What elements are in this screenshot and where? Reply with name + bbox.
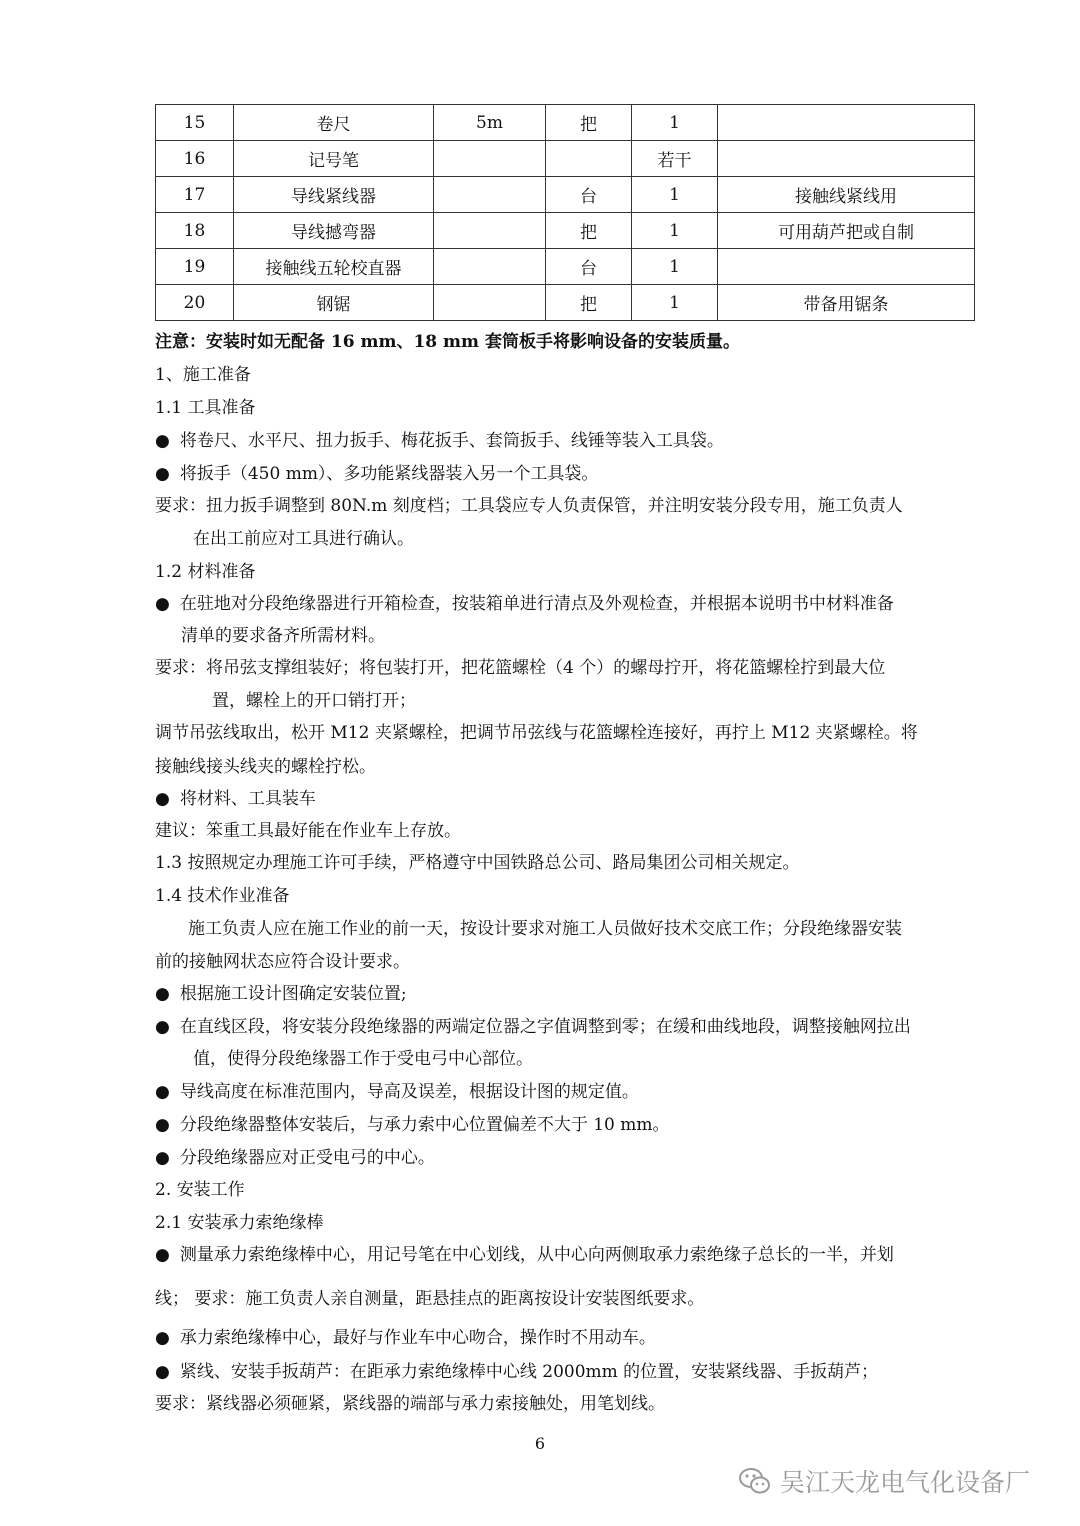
bullet-item: ● 将材料、工具装车: [155, 788, 316, 810]
table-cell: 带备用锯条: [718, 285, 975, 321]
watermark: [738, 1461, 1030, 1501]
paragraph-text: 调节吊弦线取出，松开 M12 夹紧螺栓，把调节吊弦线与花篮螺栓连接好，再拧上 M12 夹紧螺栓。将: [155, 723, 918, 743]
table-cell: 17: [156, 177, 234, 213]
requirement-text: 要求：将吊弦支撑组装好；将包装打开，把花篮螺栓（4 个）的螺母拧开，将花篮螺栓拧到最大位: [155, 658, 886, 678]
table-row: [156, 249, 975, 285]
bullet-continuation: 清单的要求备齐所需材料。: [181, 626, 385, 646]
bullet-item: ● 测量承力索绝缘棒中心，用记号笔在中心划线，从中心向两侧取承力索绝缘子总长的一半，并划: [155, 1244, 894, 1266]
table-cell: 1: [632, 177, 718, 213]
subsection-heading: 2.1 安装承力索绝缘棒: [155, 1213, 324, 1233]
table-cell: [434, 213, 546, 249]
table-row: [156, 141, 975, 177]
table-cell: 接触线五轮校直器: [234, 249, 434, 285]
page-number: 6: [534, 1434, 546, 1453]
table-cell: 台: [546, 249, 632, 285]
table-cell: 1: [632, 285, 718, 321]
table-cell: [434, 285, 546, 321]
bullet-item: ● 将卷尺、水平尺、扭力扳手、梅花扳手、套筒扳手、线锤等装入工具袋。: [155, 430, 724, 452]
section-heading: 1、施工准备: [155, 365, 251, 385]
table-cell: [434, 141, 546, 177]
bullet-item: ● 紧线、安装手扳葫芦：在距承力索绝缘棒中心线 2000mm 的位置，安装紧线器、手扳葫芦；: [155, 1361, 878, 1383]
table-cell: [718, 105, 975, 141]
table-row: [156, 177, 975, 213]
table-cell: 把: [546, 285, 632, 321]
table-cell: 若干: [632, 141, 718, 177]
table-cell: [434, 177, 546, 213]
table-cell: 5m: [434, 105, 546, 141]
table-cell: 导线紧线器: [234, 177, 434, 213]
table-cell: 钢锯: [234, 285, 434, 321]
table-cell: 15: [156, 105, 234, 141]
bullet-item: ● 分段绝缘器应对正受电弓的中心。: [155, 1147, 435, 1169]
table-cell: 1: [632, 249, 718, 285]
tools-table: [155, 104, 975, 321]
subsection-heading: 1.2 材料准备: [155, 562, 256, 582]
table-cell: [718, 249, 975, 285]
bullet-item: ● 将扳手（450 mm）、多功能紧线器装入另一个工具袋。: [155, 463, 598, 485]
bullet-continuation: 值，使得分段绝缘器工作于受电弓中心部位。: [193, 1049, 533, 1069]
table-cell: 1: [632, 105, 718, 141]
bullet-item: ● 在驻地对分段绝缘器进行开箱检查，按装箱单进行清点及外观检查，并根据本说明书中材料准备: [155, 593, 894, 615]
table-cell: 可用葫芦把或自制: [718, 213, 975, 249]
suggestion-text: 建议：笨重工具最好能在作业车上存放。: [155, 821, 461, 841]
table-cell: [718, 141, 975, 177]
note-line: 注意：安装时如无配备 16 mm、18 mm 套筒板手将影响设备的安装质量。: [155, 332, 740, 352]
section-heading: 2. 安装工作: [155, 1180, 245, 1200]
wechat-icon: [738, 1464, 772, 1498]
table-cell: 把: [546, 213, 632, 249]
bullet-item: ● 导线高度在标准范围内，导高及误差，根据设计图的规定值。: [155, 1081, 639, 1103]
requirement-text: 置，螺栓上的开口销打开；: [212, 691, 416, 711]
watermark-text: 吴江天龙电气化设备厂: [780, 1468, 1031, 1497]
requirement-text: 线； 要求：施工负责人亲自测量，距悬挂点的距离按设计安装图纸要求。: [155, 1289, 705, 1309]
table-cell: 19: [156, 249, 234, 285]
bullet-item: ● 在直线区段，将安装分段绝缘器的两端定位器之字值调整到零；在缓和曲线地段，调整接触网拉出: [155, 1016, 911, 1038]
subsection-heading: 1.4 技术作业准备: [155, 886, 290, 906]
bullet-item: ● 承力索绝缘棒中心，最好与作业车中心吻合，操作时不用动车。: [155, 1327, 656, 1349]
paragraph-text: 1.3 按照规定办理施工许可手续，严格遵守中国铁路总公司、路局集团公司相关规定。: [155, 853, 800, 873]
table-cell: 导线撼弯器: [234, 213, 434, 249]
requirement-text: 在出工前应对工具进行确认。: [193, 529, 414, 549]
table-row: [156, 105, 975, 141]
table-cell: 记号笔: [234, 141, 434, 177]
bullet-item: ● 分段绝缘器整体安装后，与承力索中心位置偏差不大于 10 mm。: [155, 1114, 670, 1136]
table-cell: [546, 141, 632, 177]
requirement-text: 要求：扭力扳手调整到 80N.m 刻度档；工具袋应专人负责保管，并注明安装分段专用，施工负责人: [155, 496, 903, 516]
table-row: [156, 285, 975, 321]
bullet-item: ● 根据施工设计图确定安装位置;: [155, 983, 407, 1005]
paragraph-text: 前的接触网状态应符合设计要求。: [155, 952, 410, 972]
table-cell: 20: [156, 285, 234, 321]
table-row: [156, 213, 975, 249]
table-cell: 1: [632, 213, 718, 249]
subsection-heading: 1.1 工具准备: [155, 398, 256, 418]
table-cell: [434, 249, 546, 285]
table-cell: 16: [156, 141, 234, 177]
paragraph-text: 接触线接头线夹的螺栓拧松。: [155, 757, 376, 777]
table-cell: 把: [546, 105, 632, 141]
table-cell: 卷尺: [234, 105, 434, 141]
table-cell: 接触线紧线用: [718, 177, 975, 213]
paragraph-text: 施工负责人应在施工作业的前一天，按设计要求对施工人员做好技术交底工作；分段绝缘器安装: [188, 919, 902, 939]
table-cell: 台: [546, 177, 632, 213]
table-cell: 18: [156, 213, 234, 249]
requirement-text: 要求：紧线器必须砸紧，紧线器的端部与承力索接触处，用笔划线。: [155, 1394, 665, 1414]
